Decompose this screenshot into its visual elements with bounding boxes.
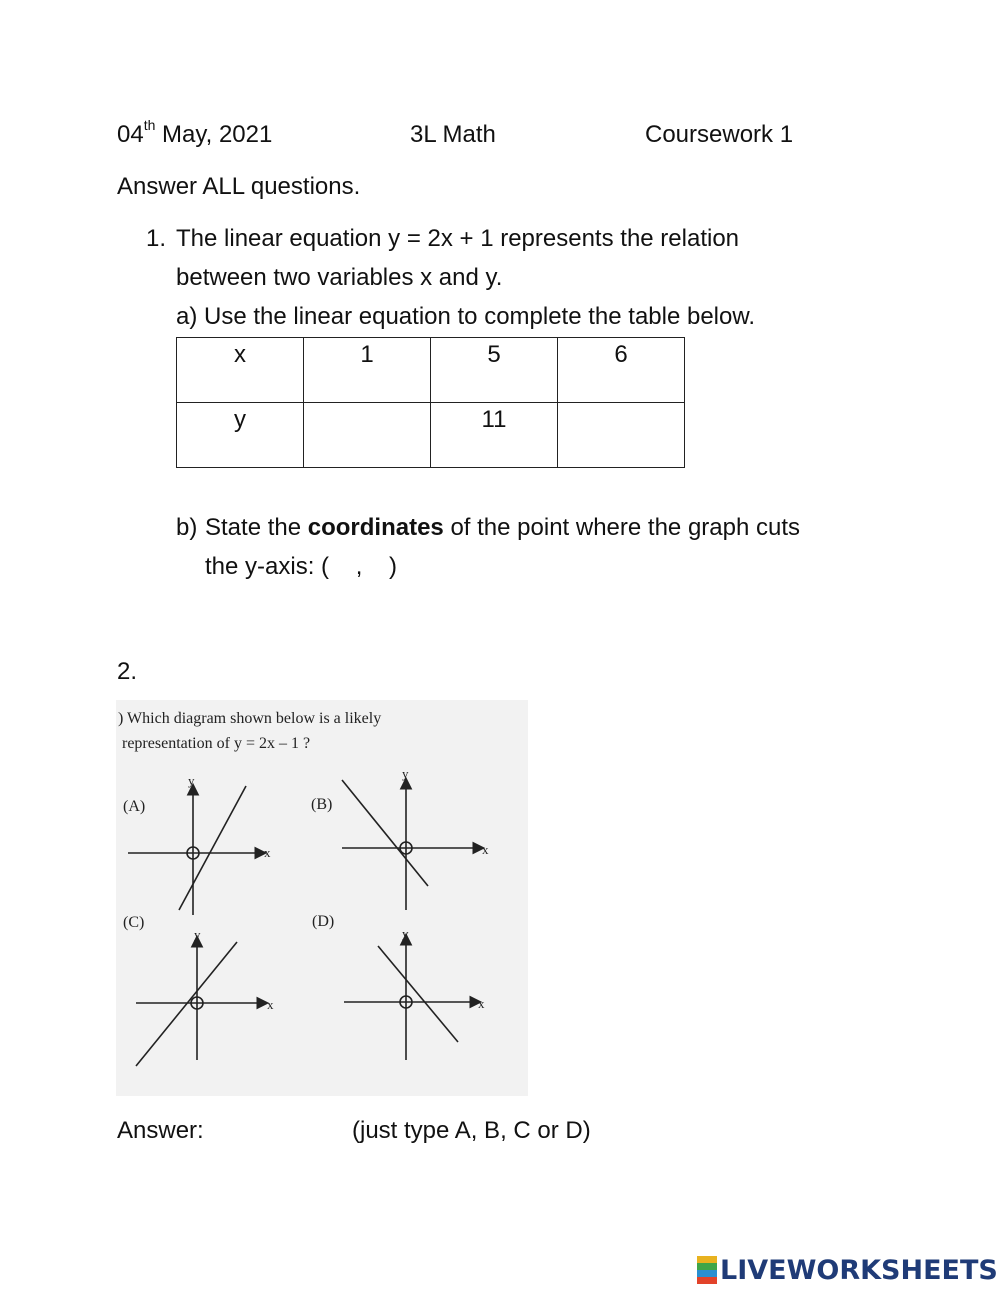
table-row-y bbox=[177, 403, 685, 468]
logo-icon bbox=[697, 1256, 717, 1284]
axis-y-label: y bbox=[402, 766, 409, 781]
table-cell: 6 bbox=[558, 338, 685, 403]
graph-d bbox=[344, 936, 479, 1060]
graph-c bbox=[136, 938, 266, 1066]
axis-x-label: x bbox=[482, 842, 489, 857]
answer-input[interactable] bbox=[232, 1115, 342, 1147]
table-cell: 5 bbox=[431, 338, 558, 403]
value-table bbox=[176, 337, 685, 468]
assignment-title: Coursework 1 bbox=[645, 121, 794, 148]
q1-part-b-label: b) bbox=[176, 514, 198, 541]
q1-text-line2: between two variables x and y. bbox=[176, 264, 503, 291]
logo-text: LIVEWORKSHEETS bbox=[720, 1254, 998, 1286]
table-cell: y bbox=[177, 403, 304, 468]
answer-label: Answer: bbox=[117, 1117, 204, 1144]
graph-b bbox=[342, 780, 482, 910]
answer-cell-y1[interactable] bbox=[304, 403, 431, 468]
axis-y-label: y bbox=[402, 926, 409, 941]
option-graphs bbox=[116, 700, 528, 1096]
subject: 3L Math bbox=[410, 121, 496, 148]
option-c-label: (C) bbox=[123, 914, 145, 931]
scan-question-line1: ) Which diagram shown below is a likely bbox=[118, 710, 382, 727]
axis-y-label: y bbox=[188, 773, 195, 788]
axis-y-label: y bbox=[194, 927, 201, 942]
answer-cell-y6[interactable] bbox=[558, 403, 685, 468]
axis-x-label: x bbox=[478, 996, 485, 1011]
q1-part-a: a) Use the linear equation to complete the table below. bbox=[176, 303, 756, 330]
option-b-label: (B) bbox=[311, 796, 333, 813]
table-cell: 1 bbox=[304, 338, 431, 403]
q2-number: 2. bbox=[117, 658, 138, 685]
table-row-x bbox=[177, 338, 685, 403]
scanned-diagram bbox=[116, 700, 528, 1096]
table-cell: 11 bbox=[431, 403, 558, 468]
axis-x-label: x bbox=[264, 845, 271, 860]
graph-a bbox=[128, 786, 264, 915]
answer-hint: (just type A, B, C or D) bbox=[352, 1117, 591, 1144]
axis-x-label: x bbox=[267, 997, 274, 1012]
date: 04th May, 2021 bbox=[117, 117, 273, 148]
q1-text-line1: The linear equation y = 2x + 1 represents the relation bbox=[176, 225, 740, 252]
scan-question-line2: representation of y = 2x – 1 ? bbox=[122, 735, 311, 752]
liveworksheets-logo[interactable] bbox=[697, 1253, 998, 1287]
q1-part-b-answer[interactable]: the y-axis: ( , ) bbox=[205, 553, 398, 580]
instructions: Answer ALL questions. bbox=[117, 173, 361, 200]
q1-number: 1. bbox=[146, 225, 167, 252]
q1-part-b-text: State the coordinates of the point where the graph cuts bbox=[205, 514, 801, 541]
option-a-label: (A) bbox=[123, 798, 146, 815]
option-d-label: (D) bbox=[312, 913, 335, 930]
table-cell: x bbox=[177, 338, 304, 403]
